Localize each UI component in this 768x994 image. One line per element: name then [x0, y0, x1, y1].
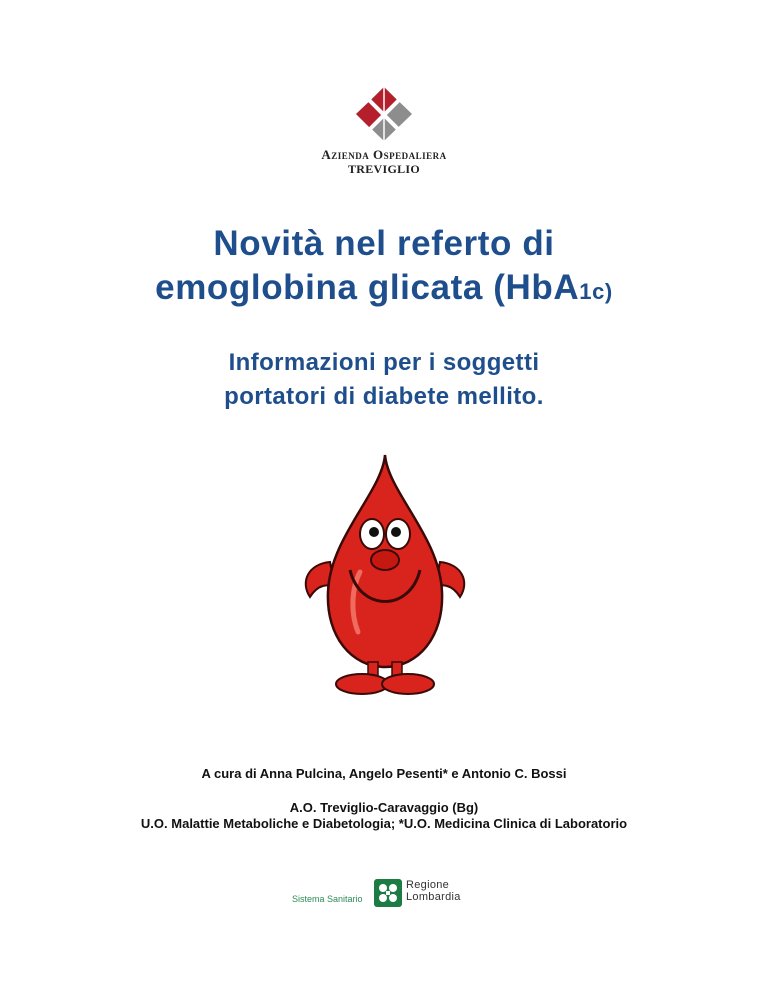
affiliation-line-1: A.O. Treviglio-Caravaggio (Bg) — [289, 800, 479, 815]
affiliation-line-2: U.O. Malattie Metaboliche e Diabetologia; *U.O. Medicina Clinica di Laboratorio — [140, 816, 628, 831]
subtitle-line-2: portatori di diabete mellito. — [224, 383, 544, 410]
subtitle-line-1: Informazioni per i soggetti — [228, 349, 540, 376]
title-line-1: Novità nel referto di — [213, 224, 555, 263]
sistema-sanitario-label: Sistema Sanitario — [292, 894, 363, 904]
credits-text: A cura di Anna Pulcina, Angelo Pesenti* e Antonio C. Bossi — [201, 766, 567, 781]
regione-lombardia-emblem-icon — [374, 879, 402, 907]
regione-lombardia-logo — [292, 876, 492, 916]
title-line-2-subscript: 1c) — [579, 279, 613, 304]
page-subtitle — [0, 346, 768, 414]
regione-label: Regione — [406, 879, 450, 891]
title-line-2-main: emoglobina glicata (HbA — [155, 268, 580, 307]
affiliation — [0, 800, 768, 832]
regione-lombardia-label — [406, 879, 461, 903]
blood-drop-mascot-image — [290, 452, 480, 697]
title-line-2 — [0, 266, 768, 314]
hospital-emblem-icon — [354, 85, 414, 143]
hospital-logo — [0, 85, 768, 177]
page-title — [0, 222, 768, 314]
org-name: Azienda Ospedaliera — [321, 147, 447, 162]
lombardia-label: Lombardia — [406, 891, 461, 903]
org-city: TREVIGLIO — [347, 162, 421, 176]
